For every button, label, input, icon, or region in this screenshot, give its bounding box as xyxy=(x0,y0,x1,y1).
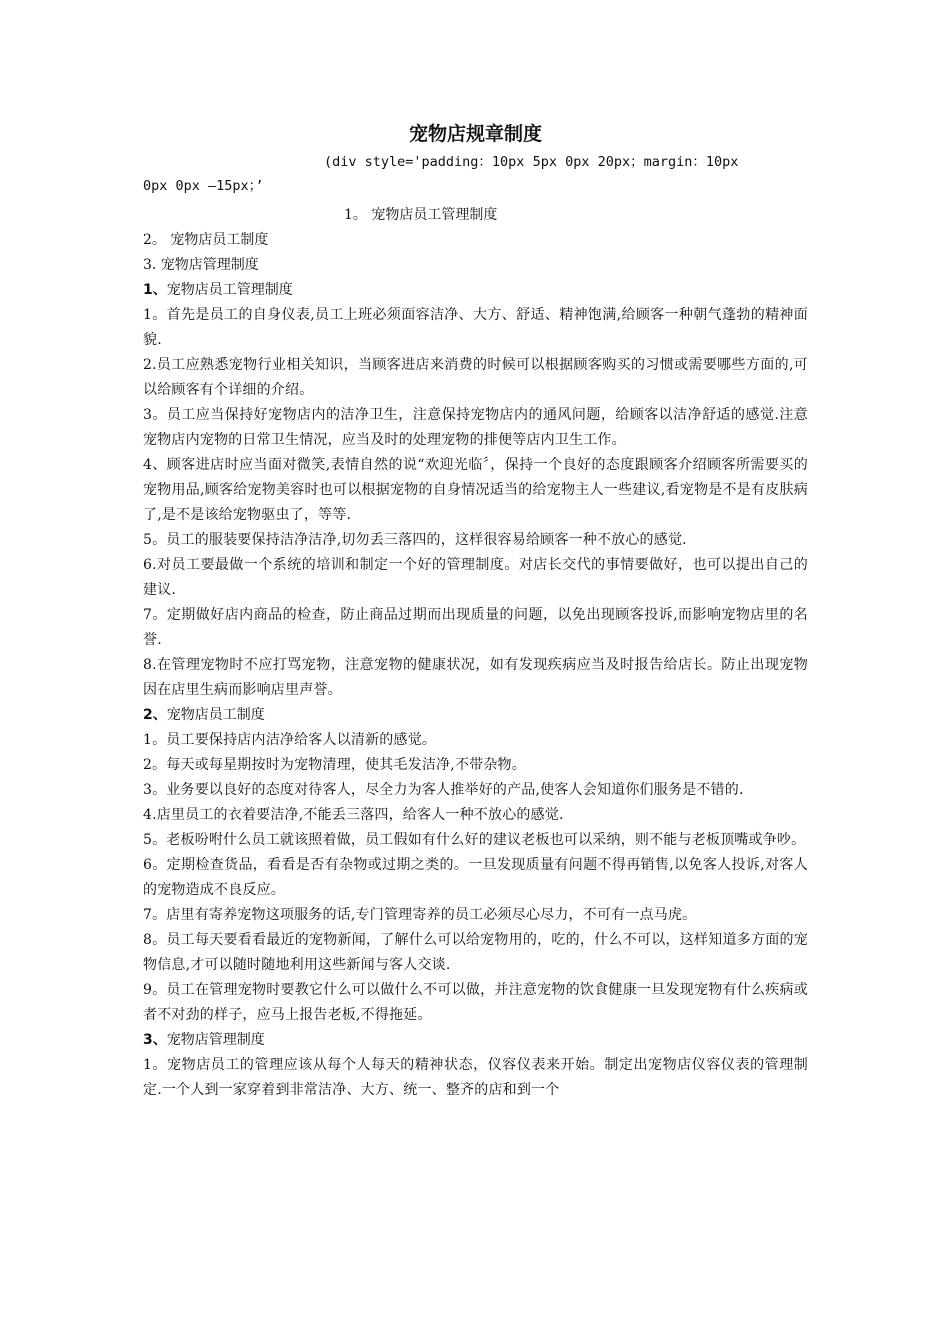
paragraph: 6。定期检查货品，看看是否有杂物或过期之类的。一旦发现质量有问题不得再销售,以免客人投诉,对客人的宠物造成不良反应。 xyxy=(143,857,808,898)
code-snippet-line-1: (div style='padding：10px 5px 0px 20px；margin：10px xyxy=(324,154,739,170)
paragraph: 5。老板吩咐什么员工就该照着做，员工假如有什么好的建议老板也可以采纳，则不能与老板顶嘴或争吵。 xyxy=(143,832,806,848)
paragraph: 7。店里有寄养宠物这项服务的话,专门管理寄养的员工必须尽心尽力，不可有一点马虎。 xyxy=(143,907,697,923)
paragraph: 5。员工的服装要保持洁净洁净,切勿丢三落四的，这样很容易给顾客一种不放心的感觉. xyxy=(143,532,687,548)
paragraph: 8。员工每天要看看最近的宠物新闻，了解什么可以给宠物用的，吃的，什么不可以，这样知道多方面的宠物信息,才可以随时随地利用这些新闻与客人交谈. xyxy=(143,932,808,973)
toc-item-1: 1。 宠物店员工管理制度 xyxy=(344,207,498,223)
paragraph: 1。首先是员工的自身仪表,员工上班必须面容洁净、大方、舒适、精神饱满,给顾客一种朝气蓬勃的精神面貌. xyxy=(143,307,808,348)
paragraph: 1。宠物店员工的管理应该从每个人每天的精神状态，仪容仪表来开始。制定出宠物店仪容仪表的管理制定.一个人到一家穿着到非常洁净、大方、统一、整齐的店和到一个 xyxy=(143,1057,808,1098)
section-title: 宠物店管理制度 xyxy=(166,1032,265,1048)
section-number: 1、 xyxy=(143,282,167,298)
toc-item-3: 3. 宠物店管理制度 xyxy=(143,257,259,273)
paragraph: 3。员工应当保持好宠物店内的洁净卫生，注意保持宠物店内的通风问题，给顾客以洁净舒适的感觉.注意宠物店内宠物的日常卫生情况，应当及时的处理宠物的排便等店内卫生工作。 xyxy=(143,407,808,448)
paragraph: 1。员工要保持店内洁净给客人以清新的感觉。 xyxy=(143,732,437,748)
paragraph: 2.员工应熟悉宠物行业相关知识，当顾客进店来消费的时候可以根据顾客购买的习惯或需要哪些方面的,可以给顾客有个详细的介绍。 xyxy=(143,357,808,398)
paragraph: 4.店里员工的衣着要洁净,不能丢三落四，给客人一种不放心的感觉. xyxy=(143,807,564,823)
paragraph: 4、顾客进店时应当面对微笑,表情自然的说“欢迎光临〞，保持一个良好的态度跟顾客介绍顾客所需要买的宠物用品,顾客给宠物美容时也可以根据宠物的自身情况适当的给宠物主人一些建议,看宠物是不是有皮肤病了,是不是该给宠物驱虫了，等等. xyxy=(143,457,808,523)
document-title: 宠物店规章制度 xyxy=(408,123,542,145)
toc-item-2: 2。 宠物店员工制度 xyxy=(143,232,269,248)
paragraph: 7。定期做好店内商品的检查，防止商品过期而出现质量的问题，以免出现顾客投诉,而影响宠物店里的名誉. xyxy=(143,607,808,648)
section-heading-1 xyxy=(143,278,808,303)
code-snippet-line-2: 0px 0px —15px；’ xyxy=(143,178,264,194)
section-title: 宠物店员工制度 xyxy=(166,707,265,723)
section-number: 3、 xyxy=(143,1032,167,1048)
section-number: 2、 xyxy=(143,707,167,723)
paragraph: 3。业务要以良好的态度对待客人，尽全力为客人推举好的产品,使客人会知道你们服务是不错的. xyxy=(143,782,744,798)
paragraph: 9。员工在管理宠物时要教它什么可以做什么不可以做，并注意宠物的饮食健康一旦发现宠物有什么疾病或者不对劲的样子，应马上报告老板,不得拖延。 xyxy=(143,982,808,1023)
paragraph: 8.在管理宠物时不应打骂宠物，注意宠物的健康状况，如有发现疾病应当及时报告给店长。防止出现宠物因在店里生病而影响店里声誉。 xyxy=(143,657,808,698)
section-heading-2 xyxy=(143,703,808,728)
section-title: 宠物店员工管理制度 xyxy=(166,282,293,298)
paragraph: 6.对员工要最做一个系统的培训和制定一个好的管理制度。对店长交代的事情要做好，也可以提出自己的建议. xyxy=(143,557,808,598)
document-page xyxy=(143,120,808,1103)
paragraph: 2。每天或每星期按时为宠物清理，使其毛发洁净,不带杂物。 xyxy=(143,757,526,773)
section-heading-3 xyxy=(143,1028,808,1053)
